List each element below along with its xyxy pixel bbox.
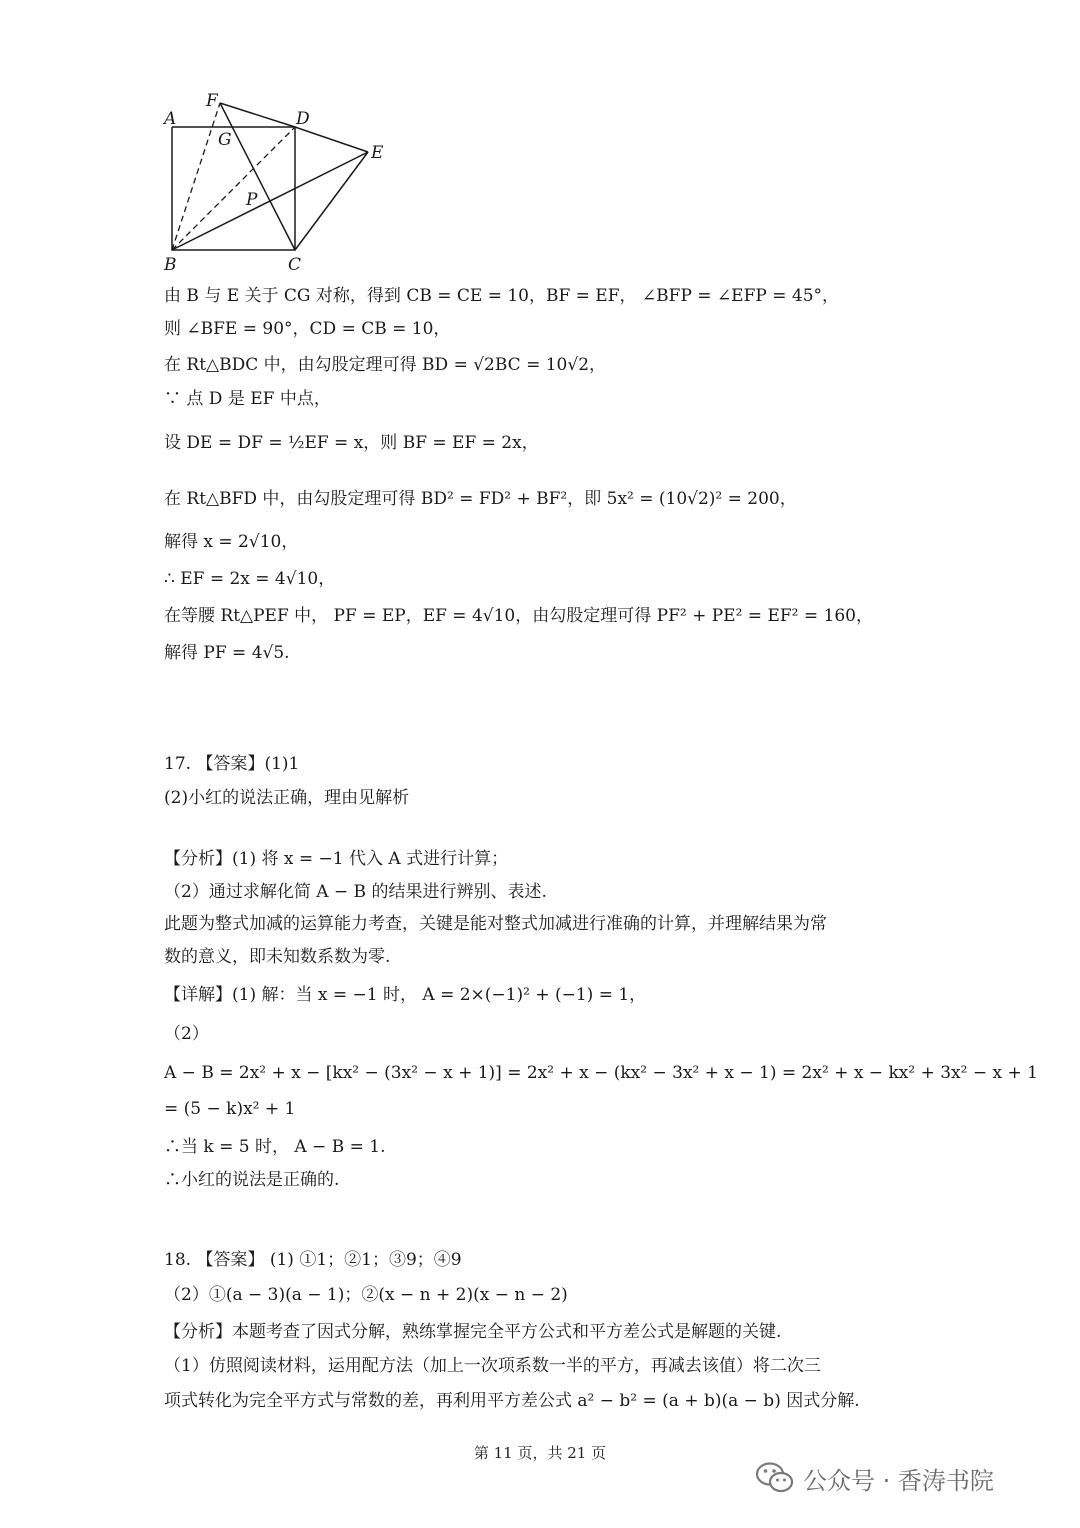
analysis-line: 数的意义，即未知数系数为零. xyxy=(164,947,391,967)
detail-line: ∴小红的说法是正确的. xyxy=(164,1170,340,1190)
wechat-icon xyxy=(755,1460,795,1496)
solution-line: 解得 PF = 4√5. xyxy=(164,643,290,663)
analysis-line: 项式转化为完全平方式与常数的差，再利用平方差公式 a² − b² = (a + b)(a − b) 因式分解. xyxy=(164,1391,860,1411)
label-b: B xyxy=(164,255,177,275)
answer-line: （2）①(a − 3)(a − 1)；②(x − n + 2)(x − n − 2) xyxy=(164,1285,568,1305)
segment-bd-dashed xyxy=(172,127,295,250)
label-c: C xyxy=(288,255,302,275)
label-p: P xyxy=(246,190,258,210)
detail-line: （2） xyxy=(164,1024,209,1044)
label-a: A xyxy=(164,109,177,129)
label-e: E xyxy=(371,143,384,163)
square-abcd xyxy=(172,127,295,250)
detail-equation: A − B = 2x² + x − [kx² − (3x² − x + 1)] = 2x² + x − (kx² − 3x² + x − 1) = 2x² + x − kx² + 3x² − x + 1 xyxy=(164,1063,1038,1083)
watermark xyxy=(755,1458,1055,1498)
solution-line: 由 B 与 E 关于 CG 对称，得到 CB = CE = 10，BF = EF， ∠BFP = ∠EFP = 45°， xyxy=(164,286,840,306)
detail-line: ∴当 k = 5 时， A − B = 1. xyxy=(164,1137,386,1157)
solution-line: 在等腰 Rt△PEF 中， PF = EP，EF = 4√10，由勾股定理可得 PF² + PE² = EF² = 160， xyxy=(164,606,873,626)
label-g: G xyxy=(218,130,232,150)
solution-line: 在 Rt△BDC 中，由勾股定理可得 BD = √2BC = 10√2， xyxy=(164,355,607,375)
segment-fc xyxy=(220,103,295,250)
answer-heading-18: 18. 【答案】 (1) ①1；②1；③9；④9 xyxy=(164,1250,462,1270)
analysis-line: （1）仿照阅读材料，运用配方法（加上一次项系数一半的平方，再减去该值）将二次三 xyxy=(164,1356,821,1376)
answer-heading-17: 17. 【答案】(1)1 xyxy=(164,754,300,774)
analysis-line: 【分析】(1) 将 x = −1 代入 A 式进行计算； xyxy=(164,849,509,869)
analysis-line: （2）通过求解化简 A − B 的结果进行辨别、表述. xyxy=(164,882,547,902)
analysis-line: 【分析】本题考查了因式分解，熟练掌握完全平方公式和平方差公式是解题的关键. xyxy=(164,1322,782,1342)
detail-line: 【详解】(1) 解：当 x = −1 时， A = 2×(−1)² + (−1) = 1， xyxy=(164,985,647,1005)
analysis-line: 此题为整式加减的运算能力考查，关键是能对整式加减进行准确的计算，并理解结果为常 xyxy=(164,914,827,934)
solution-line: ∵ 点 D 是 EF 中点， xyxy=(164,389,331,409)
segment-be xyxy=(172,152,368,250)
segment-bf-dashed xyxy=(172,103,220,250)
geometry-figure xyxy=(150,82,410,278)
detail-equation: = (5 − k)x² + 1 xyxy=(164,1099,296,1119)
label-f: F xyxy=(206,91,218,111)
solution-line: 则 ∠BFE = 90°，CD = CB = 10， xyxy=(164,319,451,339)
square-abcd-diagram xyxy=(150,82,410,278)
solution-line: 设 DE = DF = ½EF = x，则 BF = EF = 2x， xyxy=(164,433,539,453)
segment-ec xyxy=(295,152,368,250)
page-footer: 第 11 页，共 21 页 xyxy=(473,1444,607,1462)
solution-line: ∴ EF = 2x = 4√10， xyxy=(164,569,336,589)
answer-line: (2)小红的说法正确，理由见解析 xyxy=(164,788,410,808)
segment-de xyxy=(295,127,368,152)
watermark-text: 公众号 · 香涛书院 xyxy=(803,1466,994,1495)
label-d: D xyxy=(296,109,310,129)
solution-line: 解得 x = 2√10， xyxy=(164,532,299,552)
solution-line: 在 Rt△BFD 中，由勾股定理可得 BD² = FD² + BF²，即 5x² = (10√2)² = 200， xyxy=(164,489,797,509)
